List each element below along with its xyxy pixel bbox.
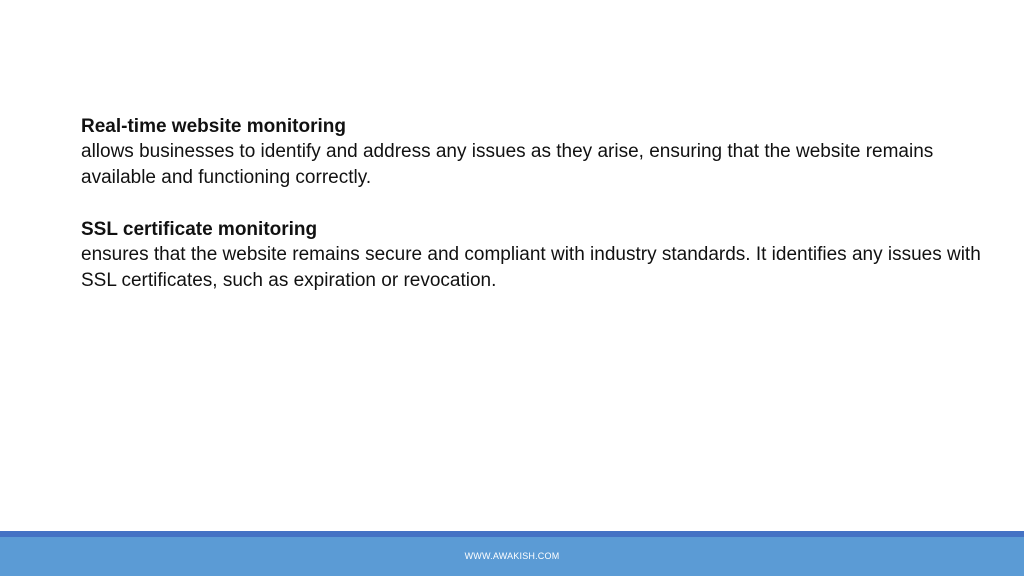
- ssl-monitoring-section: [81, 217, 981, 294]
- section-text: allows businesses to identify and address any issues as they arise, ensuring that the website remains available and functioning correctly.: [81, 141, 934, 188]
- footer-stripe: [0, 531, 1024, 537]
- section-title: SSL certificate monitoring: [81, 219, 318, 240]
- realtime-monitoring-section: [81, 114, 981, 191]
- section-title: Real-time website monitoring: [81, 116, 346, 137]
- section-text: ensures that the website remains secure and compliant with industry standards. It identifies any issues with SSL certificates, such as expiration or revocation.: [81, 244, 981, 291]
- footer-url: WWW.AWAKISH.COM: [464, 551, 560, 561]
- slide-content: [81, 114, 981, 294]
- footer-bar: [0, 531, 1024, 576]
